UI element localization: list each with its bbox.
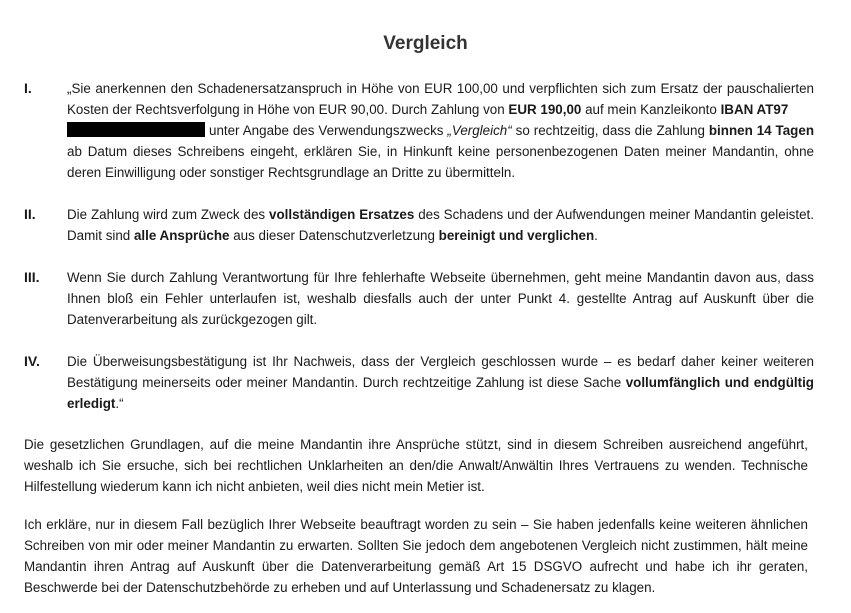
- clause-number: IV.: [24, 353, 40, 369]
- clause-3: [24, 267, 814, 330]
- document-title: Vergleich: [383, 33, 468, 54]
- clause-text: Wenn Sie durch Zahlung Verantwortung für Ihre fehlerhafte Webseite übernehmen, geht meine Mandantin davon aus, dass Ihnen bloß ein Fehler unterlaufen ist, weshalb diesfalls auch der unter Punkt 4. gestellte Antrag auf Auskunft über die Datenverarbeitung als zurückgezogen gilt.: [67, 270, 814, 327]
- redacted-iban-block: [67, 122, 205, 137]
- clause-text: Die Überweisungsbestätigung ist Ihr Nachweis, dass der Vergleich geschlossen wurde – es bedarf daher keiner weiteren Bestätigung meinerseits oder meiner Mandantin. Durch rechtzeitige Zahlung ist diese Sache vollumfänglich und endgültig erledigt.“: [67, 354, 814, 411]
- clause-2: [24, 204, 814, 246]
- clause-number: II.: [24, 206, 36, 222]
- clause-text: „Sie anerkennen den Schadenersatzanspruch in Höhe von EUR 100,00 und verpflichten sich zum Ersatz der pauschalierten Kosten der Rechtsverfolgung in Höhe von EUR 90,00. Durch Zahlung von EUR 190,00 auf mein Kanzleikonto IBAN AT97 unter Angabe des Verwendungszwecks „Vergleich“ so rechtzeitig, dass die Zahlung binnen 14 Tagen ab Datum dieses Schreibens eingeht, erklären Sie, in Hinkunft keine personenbezogenen Daten meiner Mandantin, ohne deren Einwilligung oder sonstiger Rechtsgrundlage an Dritte zu übermitteln.: [67, 81, 814, 180]
- clause-4: [24, 351, 814, 414]
- clause-number: III.: [24, 269, 40, 285]
- clause-text: Die Zahlung wird zum Zweck des vollständigen Ersatzes des Schadens und der Aufwendungen meiner Mandantin geleistet. Damit sind alle Ansprüche aus dieser Datenschutzverletzung bereinigt und verglichen.: [67, 207, 814, 243]
- clause-number: I.: [24, 80, 32, 96]
- body-paragraph: Ich erkläre, nur in diesem Fall bezüglich Ihrer Webseite beauftragt worden zu sein – Sie haben jedenfalls keine weiteren ähnlichen Schreiben von mir oder meiner Mandantin zu erwarten. Sollten Sie jedoch dem angebotenen Vergleich nicht zustimmen, hält meine Mandantin ihren Antrag auf Auskunft über die Datenverarbeitung gemäß Art 15 DSGVO aufrecht und habe ich ihr geraten, Beschwerde bei der Datenschutzbehörde zu erheben und auf Unterlassung und Schadenersatz zu klagen.: [24, 517, 808, 595]
- clause-1: [24, 78, 814, 183]
- body-paragraph: Die gesetzlichen Grundlagen, auf die meine Mandantin ihre Ansprüche stützt, sind in diesem Schreiben ausreichend angeführt, weshalb ich Sie ersuche, sich bei rechtlichen Unklarheiten an den/die Anwalt/Anwältin Ihres Vertrauens zu wenden. Technische Hilfestellung wiederum kann ich nicht anbieten, weil dies nicht mein Metier ist.: [24, 437, 808, 494]
